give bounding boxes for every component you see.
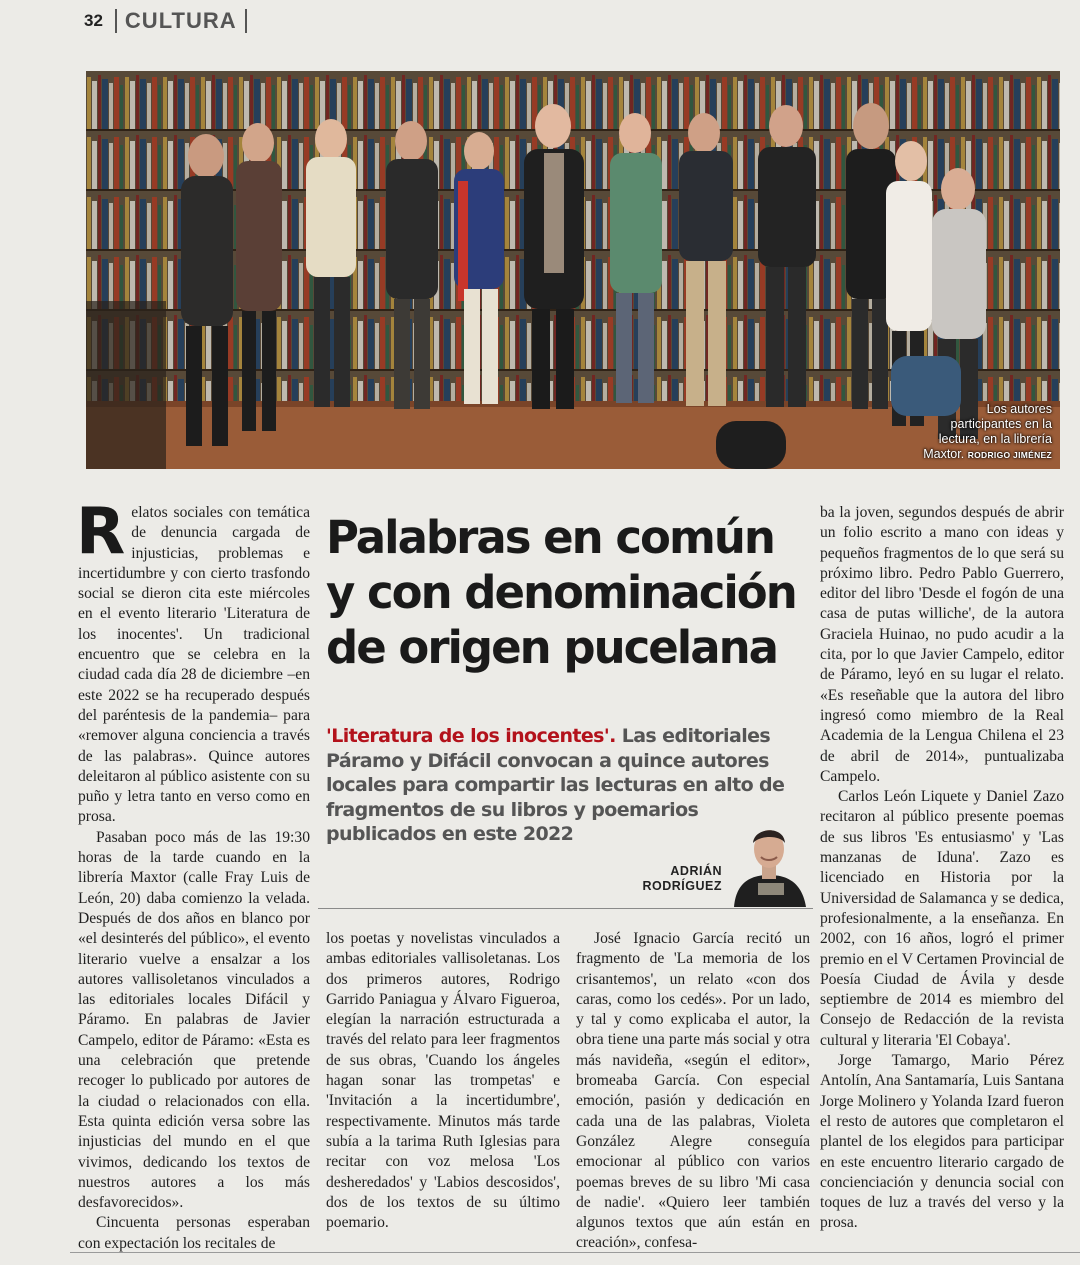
header-divider-end [245, 9, 247, 33]
subhead-body: Las editoriales Páramo y Difácil convocan a quince autores locales para compartir las lecturas en alto de fragmentos de su libros y poemarios publicados en este 2022 [326, 725, 785, 845]
subhead-lead: 'Literatura de los inocentes'. [326, 725, 616, 747]
article-photo [86, 71, 1060, 469]
headline-line: de origen pucelana [326, 621, 778, 674]
body-paragraph [76, 495, 310, 828]
header-divider [115, 9, 117, 33]
author-byline [600, 864, 722, 894]
body-paragraph: Carlos León Liquete y Daniel Zazo recitaron al público presente poemas de sus libros 'Es entusiasmo' y 'Las manzanas de Iduna'. Zazo es licenciado en Historia por la Universidad de Salamanca y se dedica, profesionalmente, a la enseñanza. En 2002, con 16 años, logró el primer premio en el V Certamen Provincial de Poesía Ciudad de Ávila y desde septiembre de 2014 es miembro del Consejo de Redacción de la revista cultural y literaria 'El Cobaya'. [820, 788, 1064, 1049]
author-first-name: ADRIÁN [670, 864, 722, 878]
body-paragraph: Pasaban poco más de las 19:30 horas de la tarde cuando en la librería Maxtor (calle Fray Luis de León, 20) daba comienzo la velada. Después de dos años en blanco por «el desinterés del público», el evento literario vuelve a ensalzar a los autores vallisoletanos vinculados a las editoriales locales Difácil y Páramo. En palabras de Javier Campelo, editor de Páramo: «Esta es una celebración que pretende recoger lo publicado por autores de la ciudad o relacionados con ella. Esta quinta edición versa sobre las injusticias del mundo en el que vivimos, dedicando los textos de nuestros autores a los más desfavorecidos». [78, 828, 310, 1212]
caption-line: Maxtor. [923, 447, 965, 461]
section-divider [318, 908, 813, 909]
headline-line: Palabras en común [326, 511, 774, 564]
body-paragraph: Cincuenta personas esperaban con expectación los recitales de [78, 1214, 310, 1252]
drop-cap: R [76, 495, 126, 569]
author-portrait-illustration [728, 813, 810, 907]
body-paragraph: Jorge Tamargo, Mario Pérez Antolín, Ana Santamaría, Luis Santana Jorge Molinero y Yolanda Izard fueron el resto de autores que completaron el plantel de los elegidos para participar en este encuentro literario cargado de concienciación y denuncia social con toques de luz a través del verso y la prosa. [820, 1052, 1064, 1232]
author-last-name: RODRÍGUEZ [642, 879, 722, 893]
article-headline [326, 510, 816, 675]
caption-line: participantes en la [950, 417, 1052, 431]
photo-credit: RODRIGO JIMÉNEZ [967, 450, 1052, 460]
body-paragraph: ba la joven, segundos después de abrir un folio escrito a mano con ideas y pequeños fragmentos de lo que será su próximo libro. Pedro Pablo Guerrero, editor del libro 'Desde el fogón de una casa de putas williche', de la autora Graciela Huinao, no pudo acudir a la cita, por lo que Javier Campelo, editor de Páramo, leyó en su lugar el relato. «Es reseñable que la autora del libro ingresó como miembro de la Real Academia de la Lengua Chilena el 23 de abril de 2014», puntualizaba Campelo. [820, 504, 1064, 785]
article-column-1 [76, 495, 310, 1254]
article-column-4 [820, 503, 1064, 1234]
caption-line: Los autores [986, 402, 1052, 416]
paragraph-text: elatos sociales con temática de denuncia cargada de injusticias, problemas e incertidumbre y con cierto trasfondo social se dieron cita este miércoles en el evento literario 'Literatura de los inocentes'. Un tradicional encuentro que se celebra en la ciudad cada día 28 de diciembre –en este 2022 se ha recuperado después del paréntesis de la pandemia– para «remover alguna conciencia a través de las palabras». Quince autores deleitaron al público asistente con su puño y letra tanto en verso como en prosa. [78, 504, 310, 826]
page-number: 32 [84, 11, 103, 30]
article-subheadline [326, 724, 796, 847]
group-photo-illustration [86, 71, 1060, 469]
caption-line-with-credit [923, 447, 1052, 463]
body-paragraph: los poetas y novelistas vinculados a ambas editoriales vallisoletanas. Los dos primeros autores, Rodrigo Garrido Paniagua y Álvaro Figueroa, elegían la narración estructurada a través del relato para leer fragmentos de sus obras, 'Cuando los ángeles hagan sonar las trompetas' e 'Invitación a la incertidumbre', respectivamente. Minutos más tarde subía a la tarima Ruth Iglesias para recitar con voz melosa 'Los desheredados' y 'Labios descosidos', dos de los textos de su último poemario. [326, 930, 560, 1232]
headline-line: y con denominación [326, 566, 796, 619]
body-paragraph: José Ignacio García recitó un fragmento de 'La memoria de los crisantemos', un relato «con dos caras, como los cedés». Por un lado, y tal y como explicaba el autor, la obra tiene una parte más social y otra más navideña, «según el editor», bromeaba García. Con especial emoción, pasión y dedicación en cada una de las palabras, Violeta González Alegre conseguía emocionar al público con varios poemas breves de su libro 'Mi casa de nadie'. «Quiero leer también algunos textos que aún están en creación», confesa- [576, 930, 810, 1252]
section-title: CULTURA [124, 8, 237, 33]
article-column-2 [326, 929, 560, 1233]
page-header [84, 6, 255, 36]
author-avatar [728, 813, 810, 907]
article-column-3 [576, 929, 810, 1254]
caption-line: lectura, en la librería [938, 432, 1052, 446]
photo-caption [923, 402, 1052, 463]
